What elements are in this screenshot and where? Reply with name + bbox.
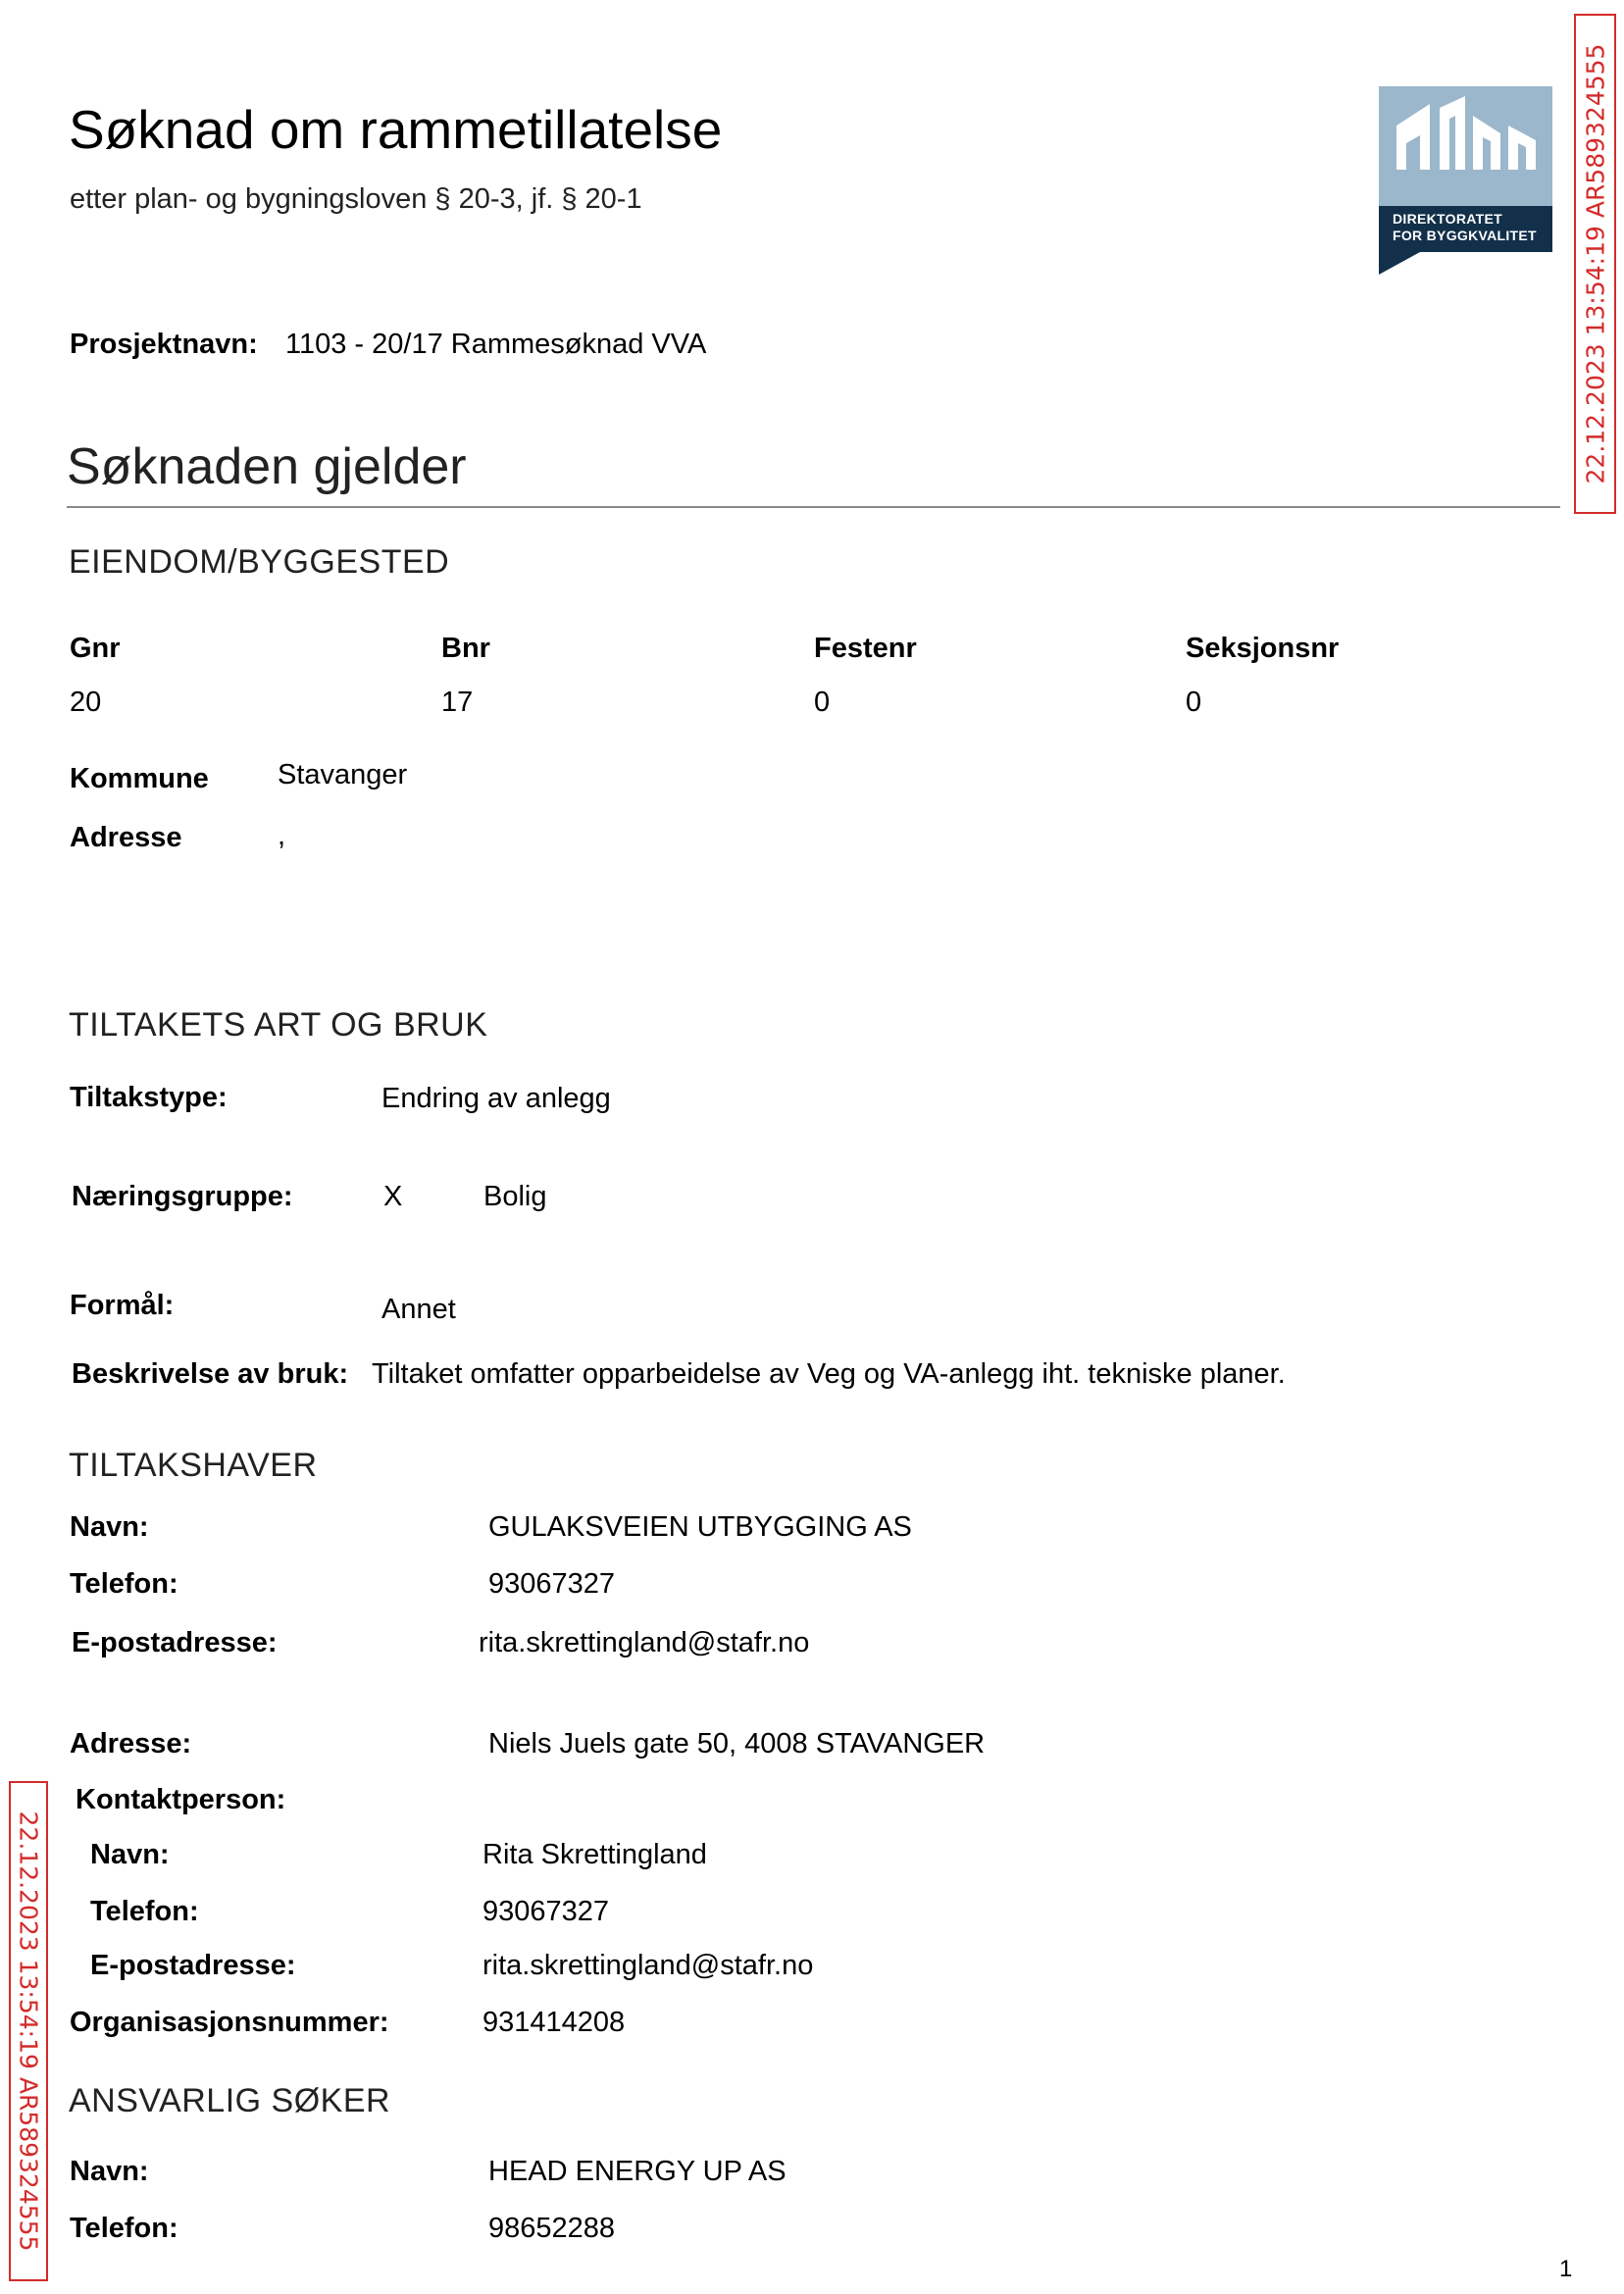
formal-value: Annet [381,1294,456,1325]
tiltakshaver-navn-label: Navn: [70,1511,149,1543]
festenr-label: Festenr [814,633,917,664]
kontakt-epost-label: E-postadresse: [90,1950,296,1981]
timestamp-stamp-left [9,1781,48,2281]
seksjonsnr-value: 0 [1186,687,1202,718]
gnr-label: Gnr [70,633,121,664]
tiltakstype-value: Endring av anlegg [381,1083,611,1114]
kontakt-navn-value: Rita Skrettingland [482,1839,707,1870]
tiltakshaver-epost-value: rita.skrettingland@stafr.no [479,1627,810,1658]
document-subtitle: etter plan- og bygningsloven § 20-3, jf. § 20-1 [70,183,642,215]
kontakt-telefon-label: Telefon: [90,1896,199,1927]
section-tiltakshaver-heading: TILTAKSHAVER [69,1447,318,1484]
orgnr-value: 931414208 [482,2007,626,2038]
section-ansvarlig-heading: ANSVARLIG SØKER [69,2082,391,2119]
project-value: 1103 - 20/17 Rammesøknad VVA [285,329,707,360]
building-shapes-icon [1379,86,1552,206]
naeringsgruppe-value: Bolig [483,1181,547,1212]
ansvarlig-telefon-label: Telefon: [70,2213,178,2244]
bnr-label: Bnr [441,633,490,664]
page-number: 1 [1559,2256,1573,2282]
adresse-label: Adresse [70,822,182,853]
section-eiendom-heading: EIENDOM/BYGGESTED [69,543,450,581]
formal-label: Formål: [70,1290,175,1321]
stamp-text-left: 22.12.2023 13:54:19 AR589324555 [14,1810,43,2252]
tiltakshaver-adresse-value: Niels Juels gate 50, 4008 STAVANGER [488,1728,986,1759]
gnr-value: 20 [70,687,102,718]
tiltakstype-label: Tiltakstype: [70,1082,228,1113]
kommune-value: Stavanger [278,759,408,790]
tiltakshaver-telefon-label: Telefon: [70,1568,178,1600]
kontaktperson-label: Kontaktperson: [76,1784,286,1815]
stamp-text-right: 22.12.2023 13:54:19 AR589324555 [1581,43,1609,484]
kontakt-telefon-value: 93067327 [482,1896,610,1927]
logo-line-1: DIREKTORATET [1393,211,1502,227]
bnr-value: 17 [441,687,474,718]
beskrivelse-label: Beskrivelse av bruk: [72,1358,349,1390]
dibk-logo [1379,86,1552,275]
kontakt-epost-value: rita.skrettingland@stafr.no [482,1950,814,1981]
seksjonsnr-label: Seksjonsnr [1186,633,1340,664]
ansvarlig-navn-value: HEAD ENERGY UP AS [488,2156,787,2187]
timestamp-stamp-right [1574,14,1616,514]
naeringsgruppe-code: X [383,1181,403,1212]
ansvarlig-navn-label: Navn: [70,2156,149,2187]
orgnr-label: Organisasjonsnummer: [70,2007,389,2038]
tiltakshaver-navn-value: GULAKSVEIEN UTBYGGING AS [488,1511,912,1543]
kommune-label: Kommune [70,763,209,794]
beskrivelse-value: Tiltaket omfatter opparbeidelse av Veg og VA-anlegg iht. tekniske planer. [372,1358,1286,1390]
ansvarlig-telefon-value: 98652288 [488,2213,616,2244]
project-label: Prosjektnavn: [70,329,258,360]
adresse-value: , [278,820,286,851]
section-tiltak-heading: TILTAKETS ART OG BRUK [69,1006,488,1044]
main-heading: Søknaden gjelder [67,438,467,495]
tiltakshaver-epost-label: E-postadresse: [72,1627,278,1658]
tiltakshaver-adresse-label: Adresse: [70,1728,192,1759]
naeringsgruppe-label: Næringsgruppe: [72,1181,293,1212]
kontakt-navn-label: Navn: [90,1839,170,1870]
tiltakshaver-telefon-value: 93067327 [488,1568,616,1600]
heading-rule [67,506,1560,508]
festenr-value: 0 [814,687,831,718]
logo-line-2: FOR BYGGKVALITET [1393,228,1537,243]
document-title: Søknad om rammetillatelse [69,99,723,160]
